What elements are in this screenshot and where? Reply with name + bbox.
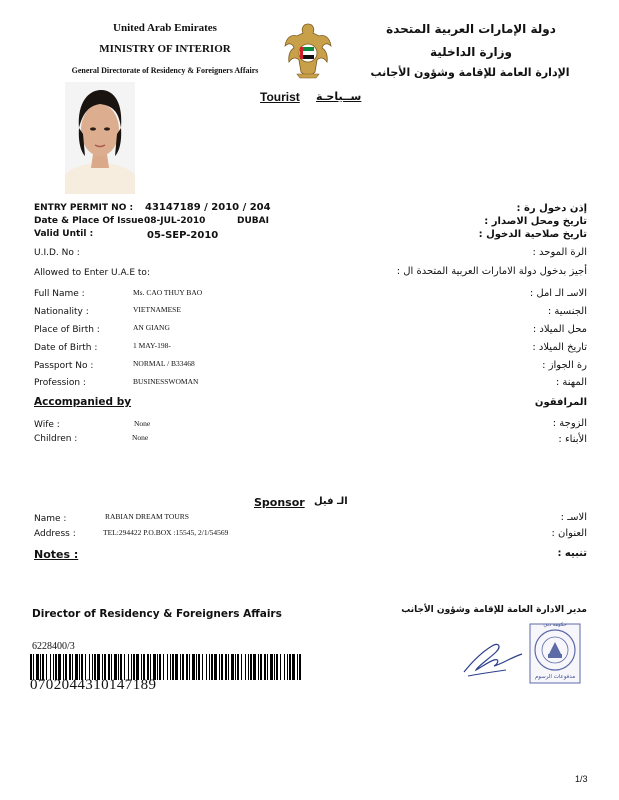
barcode-bar (280, 654, 281, 680)
wife-label: Wife : (34, 420, 60, 430)
barcode-bar (228, 654, 229, 680)
barcode-bar (297, 654, 298, 680)
barcode-bar (267, 654, 268, 680)
entry-permit-label-ar: إذن دخول رة : (516, 203, 587, 214)
directorate-name-ar: الإدارة العامة للإقامة وشؤون الأجانب (370, 66, 570, 79)
uid-label: U.I.D. No : (34, 248, 80, 258)
barcode-bar (192, 654, 195, 680)
country-name-en: United Arab Emirates (113, 22, 217, 34)
barcode-bar (206, 654, 207, 680)
profession-value: BUSINESSWOMAN (133, 377, 199, 386)
barcode-bar (276, 654, 278, 680)
issue-date-value: 08-JUL-2010 (144, 216, 206, 226)
profession-label: Profession : (34, 378, 86, 388)
sponsor-heading: Sponsor (254, 496, 305, 509)
allowed-label-ar: أجيز بدخول دولة الامارات العربية المتحدة ال : (396, 266, 587, 277)
ministry-name-en: MINISTRY OF INTERIOR (99, 43, 231, 55)
nationality-value: VIETNAMESE (133, 305, 181, 314)
entry-permit-label: ENTRY PERMIT NO : (34, 203, 134, 213)
sponsor-name-value: RABIAN DREAM TOURS (105, 512, 189, 521)
barcode-bar (292, 654, 295, 680)
page-number: 1/3 (575, 774, 588, 784)
barcode-bar (163, 654, 164, 680)
barcode-bar (180, 654, 181, 680)
sponsor-address-label-ar: العنوان : (551, 528, 587, 539)
barcode-bar (245, 654, 246, 680)
barcode-bar (250, 654, 252, 680)
sponsor-name-label: Name : (34, 514, 67, 524)
sponsor-name-label-ar: الاسـ : (560, 512, 587, 523)
full-name-label-ar: الاسـ الـ امل : (529, 288, 587, 299)
barcode-bar (157, 654, 158, 680)
uae-emblem-icon (283, 20, 333, 82)
barcode-bar (202, 654, 203, 680)
barcode-bar (248, 654, 249, 680)
barcode-bar (299, 654, 301, 680)
notes-label-ar: تنبيه : (557, 548, 587, 559)
passport-no-label: Passport No : (34, 361, 94, 371)
barcode-bar (287, 654, 288, 680)
place-of-birth-value: AN GIANG (133, 323, 170, 332)
barcode-bar (235, 654, 236, 680)
full-name-value: Ms. CAO THUY BAO (133, 288, 203, 297)
document-code: 6228400/3 (32, 641, 75, 652)
profession-label-ar: المهنة : (555, 377, 587, 388)
barcode-bar (175, 654, 178, 680)
wife-label-ar: الزوجة : (552, 418, 587, 429)
barcode-bar (274, 654, 275, 680)
barcode-bar (253, 654, 256, 680)
accompanied-by-heading-ar: المرافقون (534, 397, 587, 408)
barcode-bar (270, 654, 273, 680)
place-of-birth-label-ar: محل الميلاد : (532, 324, 587, 335)
sponsor-address-label: Address : (34, 529, 76, 539)
barcode-bar (241, 654, 242, 680)
barcode-bar (189, 654, 190, 680)
valid-until-value: 05-SEP-2010 (147, 230, 219, 241)
visa-type-en: Tourist (260, 90, 300, 104)
notes-label: Notes : (34, 548, 79, 561)
passport-no-value: NORMAL / B33468 (133, 359, 195, 368)
barcode-bar (260, 654, 262, 680)
barcode-bar (264, 654, 266, 680)
allowed-label: Allowed to Enter U.A.E to: (34, 268, 150, 278)
issue-label: Date & Place Of Issue : (34, 216, 151, 226)
ministry-name-ar: وزارة الداخلية (429, 45, 513, 59)
barcode-bar (289, 654, 291, 680)
holder-photo (65, 82, 135, 194)
passport-no-label-ar: رة الجواز : (542, 360, 587, 371)
valid-until-label-ar: تاريخ صلاحية الدخول : (478, 229, 587, 240)
full-name-label: Full Name : (34, 289, 85, 299)
director-signature (458, 632, 528, 682)
director-title-en: Director of Residency & Foreigners Affairs (32, 608, 282, 620)
accompanied-by-heading: Accompanied by (34, 396, 132, 408)
uid-label-ar: الرة الموحد : (532, 247, 587, 258)
barcode-bar (196, 654, 197, 680)
barcode-number: 0702044310147189 (30, 677, 157, 693)
date-of-birth-label: Date of Birth : (34, 343, 98, 353)
barcode-bar (214, 654, 217, 680)
barcode-bar (172, 654, 174, 680)
barcode-bar (225, 654, 227, 680)
wife-value: None (134, 419, 151, 428)
nationality-label: Nationality : (34, 307, 89, 317)
stamp-fee-text: مدفوعات الرسوم (534, 674, 576, 680)
date-of-birth-value: 1 MAY-198- (133, 341, 171, 350)
date-of-birth-label-ar: تاريخ الميلاد : (532, 342, 587, 353)
barcode-bar (258, 654, 259, 680)
visa-type-ar: ســياحـة (316, 90, 362, 103)
barcode-bar (198, 654, 200, 680)
barcode-bar (211, 654, 213, 680)
barcode-bar (182, 654, 184, 680)
barcode-bar (284, 654, 285, 680)
children-label: Children : (34, 434, 78, 444)
barcode-bar (231, 654, 234, 680)
sponsor-address-value: TEL:294422 P.O.BOX :15545, 2/1/54569 (103, 528, 229, 537)
place-of-birth-label: Place of Birth : (34, 325, 100, 335)
children-label-ar: الأبناء : (558, 434, 587, 445)
nationality-label-ar: الجنسية : (547, 306, 587, 317)
barcode-bar (237, 654, 239, 680)
country-name-ar: دولة الإمارات العربية المتحدة (386, 22, 556, 36)
directorate-name-en: General Directorate of Residency & Foreigners Affairs (71, 66, 259, 75)
barcode-bar (219, 654, 220, 680)
barcode-bar (186, 654, 188, 680)
barcode-bar (159, 654, 161, 680)
barcode-bar (209, 654, 210, 680)
stamp-text: حكومة دبي (543, 622, 567, 628)
children-value: None (132, 433, 149, 442)
director-title-ar: مدير الادارة العامة للإقامة وشؤون الأجانب (401, 605, 587, 615)
issue-label-ar: تاريخ ومحل الاصدار : (484, 216, 587, 227)
entry-permit-value: 43147189 / 2010 / 204 (145, 202, 271, 213)
barcode-bar (170, 654, 171, 680)
sponsor-heading-ar: الـ فيل (314, 496, 348, 507)
barcode-bar (167, 654, 168, 680)
valid-until-label: Valid Until : (34, 229, 94, 239)
barcode-bar (221, 654, 223, 680)
issue-place-value: DUBAI (237, 216, 269, 226)
